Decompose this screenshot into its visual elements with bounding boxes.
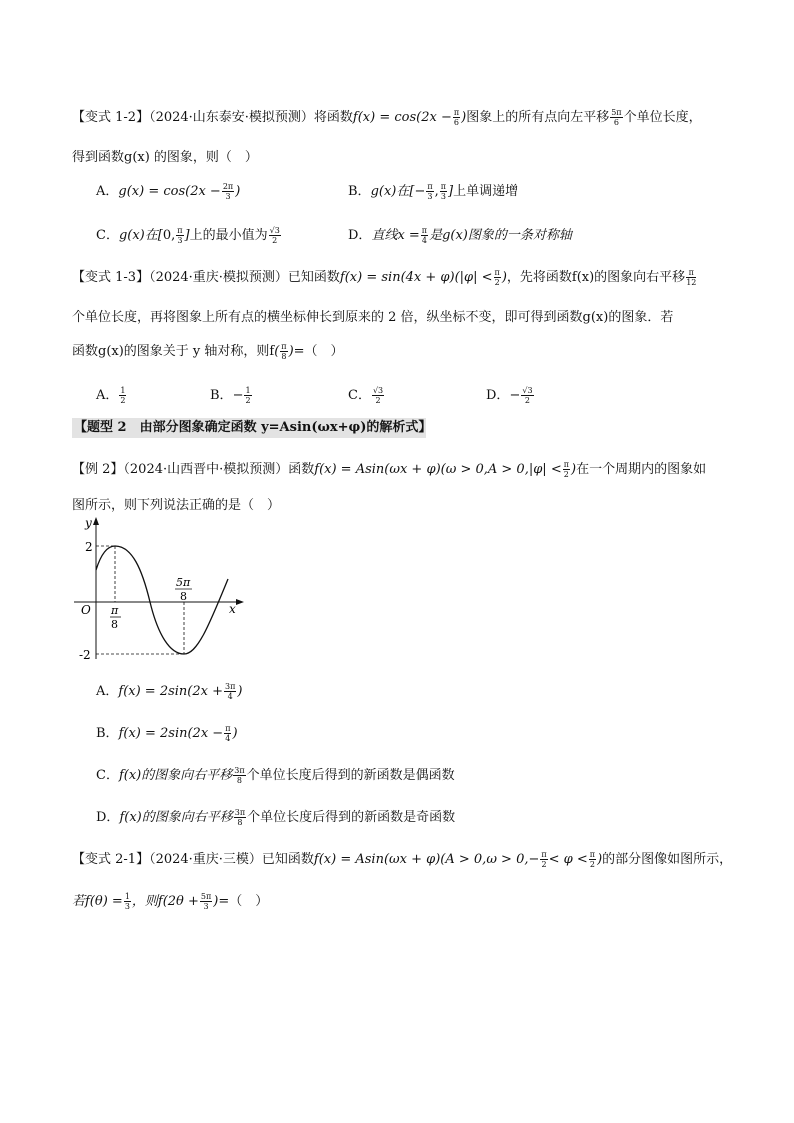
option-label: C． [96,768,119,783]
option-label: A． [96,184,119,199]
question-variant-1-2 [72,106,702,127]
y-min-label: -2 [79,648,91,662]
fraction: $\frac{5\pi}{3}$ [200,892,212,911]
function-expr: f(x) = Asin(ωx + φ) [313,852,441,867]
option-d [348,224,572,245]
bracket: ] [448,184,454,199]
fraction: $\frac{√3}{2}$ [269,226,280,245]
fraction: $\frac{3\pi}{8}$ [234,766,245,785]
option-label: D． [348,228,372,243]
fraction: $\frac{\pi}{4}$ [421,226,428,245]
bracket: ] [184,228,190,243]
question-text: ，先将函数f(x)的图象向右平移 [506,270,686,285]
question-head: 【变式 1-3】（2024·重庆·模拟预测）已知函数 [72,270,340,285]
question-text: 得到函数g(x) 的图象，则（ ） [72,150,258,165]
option-b [210,384,253,405]
option-text: 个单位长度后得到的新函数是偶函数 [246,768,455,783]
option-expr: g(x)在 [370,184,410,199]
option-expr: f(x) = 2sin(2x − [118,726,224,741]
paren: ) [461,110,467,125]
paren: ) [237,684,243,699]
question-line-2 [72,494,280,513]
question-head: 【变式 2-1】（2024·重庆·三模）已知函数 [72,852,314,867]
question-line-2 [72,306,673,325]
option-expr: 直线x = [371,228,420,243]
option-text: 是g(x)图象的一条对称轴 [429,228,572,243]
option-label: C． [96,228,119,243]
fraction: $\frac{√3}{2}$ [372,386,384,405]
option-label: A． [96,684,119,699]
fraction: $\frac{√3}{2}$ [522,386,533,405]
fraction: $\frac{\pi}{6}$ [453,108,460,127]
fraction: $\frac{\pi}{8}$ [281,342,287,361]
function-expr: f(x) = sin(4x + φ) [339,270,455,285]
topic-header: 【题型 2 由部分图象确定函数 y=Asin(ωx+φ)的解析式】 [72,418,426,438]
option-label: C． [348,388,371,403]
fraction: $\frac{\pi}{4}$ [225,724,231,743]
option-label: B． [96,726,119,741]
paren: ) [570,462,577,477]
x1-den: 8 [111,618,118,631]
paren: ( [274,344,280,359]
question-text: 若f(θ) = [72,894,123,909]
question-line-2 [72,890,268,911]
option-text: 个单位长度后得到的新函数是奇函数 [247,810,456,825]
x2-den: 8 [180,590,187,603]
question-head: 【例 2】（2024·山西晋中·模拟预测）函数 [72,462,315,477]
x2-num: 5π [176,576,191,589]
question-text: 个单位长度， [623,110,702,125]
option-text: f(x)的图象向右平移 [119,810,233,825]
option-a [96,180,240,201]
x-axis-label: x [229,602,236,616]
function-expr: f(x) = cos(2x − [352,110,452,125]
fraction: $\frac{\pi}{12}$ [686,268,697,287]
option-label: A． [96,388,119,403]
paren: ) [213,894,219,909]
question-text: =（ ） [293,344,344,359]
fraction: $\frac{\pi}{3}$ [427,182,433,201]
paren: ) [288,344,294,359]
option-text: 上单调递增 [453,184,519,199]
question-text: 个单位长度，再将图象上所有点的横坐标伸长到原来的 2 倍，纵坐标不变，即可得到函数g(x)的图象．若 [72,310,674,325]
option-text: f(x)的图象向右平移 [118,768,233,783]
option-d [96,806,455,827]
fraction: $\frac{2\pi}{3}$ [222,182,234,201]
fraction: $\frac{5\pi}{6}$ [611,108,622,127]
fraction: $\frac{3\pi}{4}$ [225,682,236,701]
y-axis-label: y [85,516,92,530]
paren: ) [235,184,241,199]
option-expr: f(x) = 2sin(2x + [118,684,224,699]
minus-sign: − [509,388,521,403]
question-text: 的部分图像如图所示， [602,852,733,867]
fraction: $\frac{3\pi}{8}$ [234,808,246,827]
question-text: 图象上的所有点向左平移 [466,110,610,125]
fraction: $\frac{\pi}{3}$ [177,226,183,245]
question-variant-2-1 [72,848,732,869]
minus-sign: − [232,388,244,403]
origin-label: O [81,603,91,617]
paren: ) [501,270,507,285]
paren: ) [597,852,603,867]
option-text: 上的最小值为 [189,228,268,243]
fraction: $\frac{1}{2}$ [120,386,126,405]
fraction: $\frac{1}{3}$ [124,892,130,911]
function-expr: f(x) = Asin(ωx + φ) [314,462,441,477]
fraction: $\frac{\pi}{2}$ [541,850,547,869]
question-head: 【变式 1-2】（2024·山东泰安·模拟预测）将函数 [72,110,353,125]
bracket: [ [157,228,163,243]
question-text: 图所示，则下列说法正确的是（ ） [72,498,281,513]
option-a [96,384,127,405]
fraction: $\frac{\pi}{2}$ [494,268,500,287]
option-a [96,680,242,701]
condition: (|φ| < [454,270,493,285]
condition: (A > 0,ω > 0,− [440,852,540,867]
fraction: $\frac{\pi}{2}$ [589,850,596,869]
question-text: ，则f(2θ + [131,894,199,909]
option-b: B．g(x)在[− $\frac{\pi}{3}$ , $\frac{\pi}{3}$ ]上单调递增 [348,182,519,201]
option-label: D． [486,388,510,403]
option-expr: g(x) = cos(2x − [118,184,221,199]
y-axis-arrow [93,517,99,525]
question-line-2 [72,146,258,165]
fraction: $\frac{\pi}{3}$ [440,182,447,201]
option-expr: g(x)在 [118,228,158,243]
y-max-label: 2 [85,540,93,554]
question-variant-1-3 [72,266,697,287]
question-text: 在一个周期内的图象如 [576,462,707,477]
option-c [96,224,282,245]
sine-graph [72,514,247,664]
option-d [486,384,535,405]
option-label: D． [96,810,120,825]
example-2 [72,458,706,479]
fraction: $\frac{1}{2}$ [245,386,251,405]
fraction: $\frac{\pi}{2}$ [563,460,569,479]
question-text: =（ ） [218,894,269,909]
sine-curve [96,546,228,654]
paren: ) [232,726,238,741]
option-c [348,384,385,405]
question-text: 函数g(x)的图象关于 y 轴对称，则f [72,344,275,359]
x1-num: π [111,604,119,617]
condition: < φ < [548,852,588,867]
bracket: [− [409,184,426,199]
option-label: B． [210,388,233,403]
option-b [96,722,238,743]
x-axis-arrow [236,599,244,605]
question-line-3 [72,340,344,361]
condition: (ω > 0,A > 0,|φ| < [440,462,562,477]
option-text: 0, [162,228,176,243]
option-c [96,764,455,785]
option-label: B． [348,184,371,199]
